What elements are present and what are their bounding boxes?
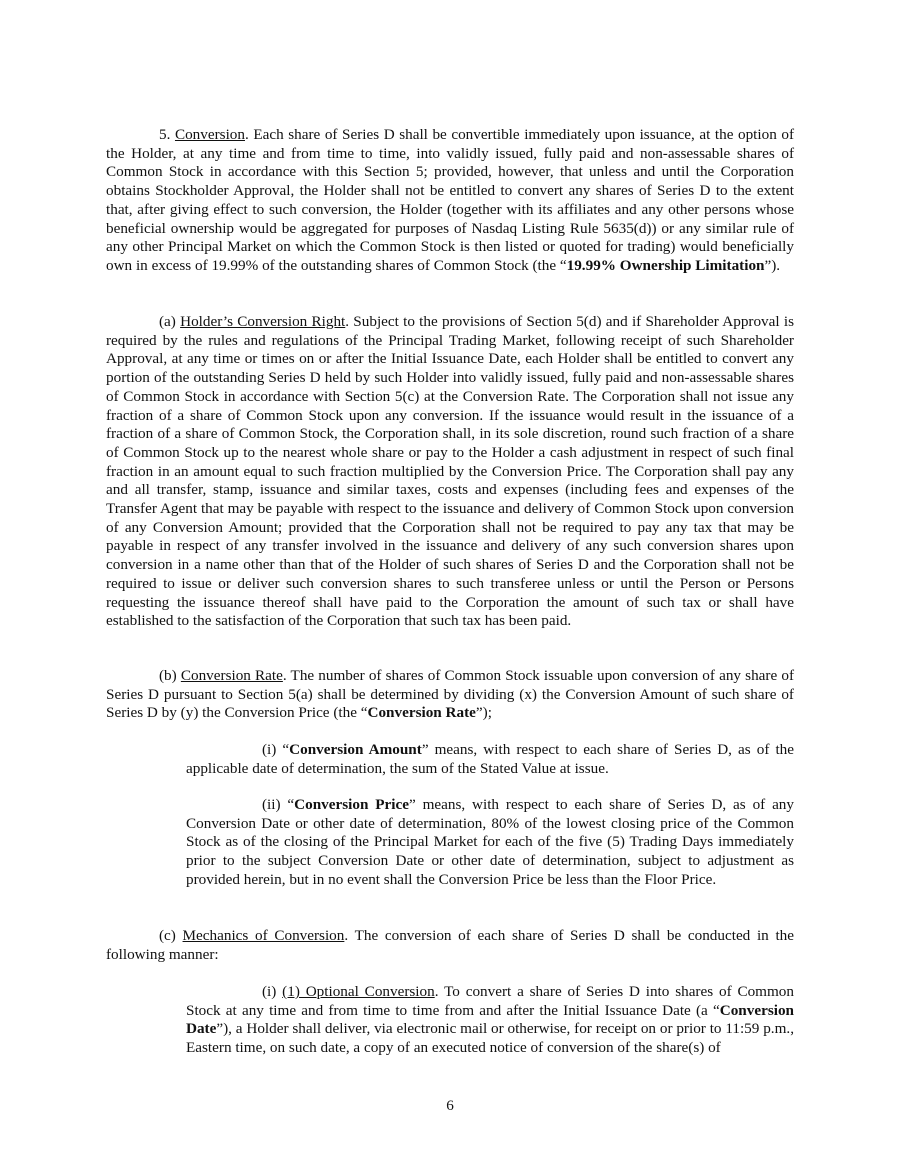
subsection-text: . Subject to the provisions of Section 5(d) and if Shareholder Approval is required by the rules and regulations of the Principal Trading Market, following receipt of such Shareholder Approval, at any time or times on or after the Initial Issuance Date, each Holder shall be entitled to convert any portion of the outstanding Series D held by such Holder into validly issued, fully paid and non-assessable shares of Common Stock in accordance with Section 5(c) at the Conversion Rate. The Corporation shall not issue any fraction of a share of Common Stock upon any conversion. If the issuance would result in the issuance of a fraction of a share of Common Stock, the Corporation shall, in its sole discretion, round such fraction of a share of Common Stock up to the nearest whole share or pay to the Holder a cash adjustment in respect of such final fraction in an amount equal to such fraction multiplied by the Conversion Price. The Corporation shall pay any and all transfer, stamp, issuance and similar taxes, costs and expenses (including fees and expenses of the Transfer Agent that may be payable with respect to the issuance and delivery of Common Stock upon conversion of any Conversion Amount; provided that the Corporation shall not be required to pay any tax that may be payable in respect of any transfer involved in the issuance and delivery of any such conversion shares upon conversion in a name other than that of the Holder of such shares of Series D and the Corporation shall not be required to issue or deliver such conversion shares to such transferee unless or until the Person or Persons requesting the issuance thereof shall have paid to the Corporation the amount of such tax or shall have established to the satisfaction of the Corporation that such tax has been paid. xyxy=(106,313,794,630)
clause-text: . To convert a share of Series D into shares of Common Stock at any time and from time to time from and after the Initial Issuance Date (a “ xyxy=(186,983,794,1019)
clause-heading: (1) Optional Conversion xyxy=(282,983,435,1000)
defined-term: 19.99% Ownership Limitation xyxy=(566,256,765,274)
subsection-heading: Conversion Rate xyxy=(180,667,283,684)
section-5-paragraph xyxy=(106,126,794,276)
section-text-end: ”). xyxy=(764,256,781,274)
defined-term: Conversion Amount xyxy=(289,741,422,758)
subsection-text-end: ”); xyxy=(475,704,492,722)
section-5b-paragraph xyxy=(106,667,794,723)
section-5b-ii-paragraph xyxy=(186,796,794,890)
subsection-label: (a) xyxy=(159,313,181,330)
clause-text: ” means, with respect to each share of Series D, as of the applicable date of determination, the sum of the Stated Value at issue. xyxy=(186,741,795,777)
subsection-heading: Mechanics of Conversion xyxy=(182,927,345,944)
section-number: 5. xyxy=(159,126,175,143)
clause-text: ” means, with respect to each share of Series D, as of any Conversion Date or other date of determination, 80% of the lowest closing price of the Common Stock as of the closing of the Principal Market for each of the five (5) Trading Days immediately prior to the subject Conversion Date or other date of determination, subject to adjustment as provided herein, but in no event shall the Conversion Price be less than the Floor Price. xyxy=(186,796,794,888)
subsection-text: . The conversion of each share of Series D shall be conducted in the following manner: xyxy=(106,927,795,963)
page-number: 6 xyxy=(446,1097,454,1114)
section-heading: Conversion xyxy=(174,126,245,143)
clause-text-end: ”), a Holder shall deliver, via electronic mail or otherwise, for receipt on or prior to 11:59 p.m., Eastern time, on such date, a copy of an executed notice of conversion of the share(s) of xyxy=(186,1020,794,1057)
subsection-label: (b) xyxy=(159,667,181,684)
subsection-text: . The number of shares of Common Stock issuable upon conversion of any share of Series D pursuant to Section 5(a) shall be determined by dividing (x) the Conversion Amount of such share of Series D by (y) the Conversion Price (the “ xyxy=(106,667,795,722)
section-5c-paragraph xyxy=(106,927,794,964)
subsection-heading: Holder’s Conversion Right xyxy=(180,313,346,330)
defined-term: Conversion Date xyxy=(186,1001,794,1038)
section-text: . Each share of Series D shall be convertible immediately upon issuance, at the option of the Holder, at any time and from time to time, into validly issued, fully paid and non-assessable shares of Common Stock in accordance with this Section 5; provided, however, that unless and until the Corporation obtains Stockholder Approval, the Holder shall not be entitled to convert any shares of Series D to the extent that, after giving effect to such conversion, the Holder (together with its affiliates and any other persons whose beneficial ownership would be aggregated for purposes of Nasdaq Listing Rule 5635(d)) or any similar rule of any other Principal Market on which the Common Stock is then listed or quoted for trading) would beneficially own in excess of 19.99% of the outstanding shares of Common Stock (the “ xyxy=(106,126,795,274)
defined-term: Conversion Price xyxy=(294,796,409,813)
clause-label: (i) “ xyxy=(262,741,290,758)
section-5b-i-paragraph xyxy=(186,741,794,778)
section-5c-i-paragraph xyxy=(186,983,794,1058)
section-5a-paragraph xyxy=(106,313,794,631)
clause-label: (ii) “ xyxy=(262,796,295,813)
defined-term: Conversion Rate xyxy=(367,704,476,722)
clause-label: (i) xyxy=(262,983,283,1000)
subsection-label: (c) xyxy=(159,927,183,944)
